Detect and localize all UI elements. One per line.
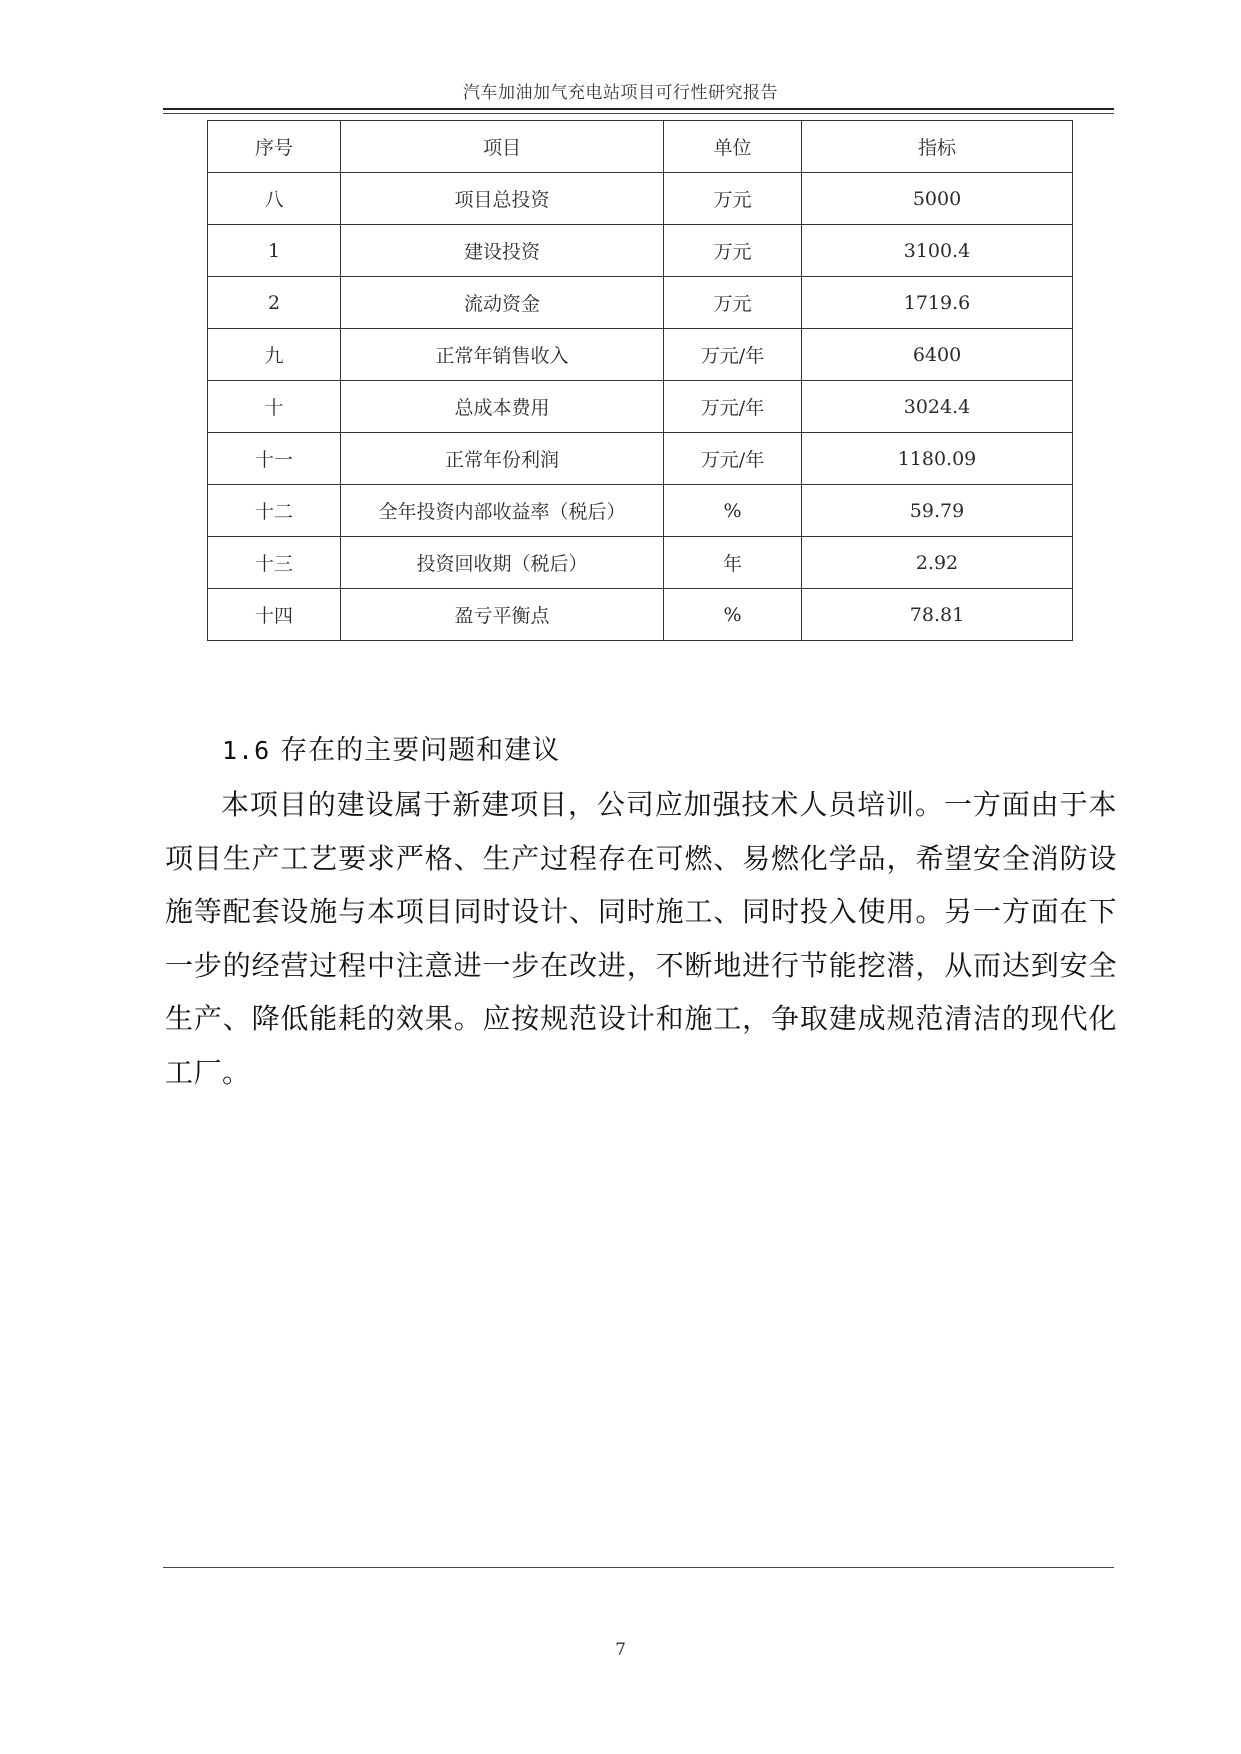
cell-seq: 十三 xyxy=(208,537,341,589)
cell-unit: 年 xyxy=(664,537,802,589)
cell-item: 盈亏平衡点 xyxy=(341,589,664,641)
header-rule-secondary xyxy=(163,113,1114,114)
cell-unit: 万元/年 xyxy=(664,433,802,485)
table-row xyxy=(208,485,1073,537)
page-number: 7 xyxy=(615,1640,626,1660)
table-header-row xyxy=(208,121,1073,173)
body-paragraph: 本项目的建设属于新建项目，公司应加强技术人员培训。一方面由于本项目生产工艺要求严格、生产过程存在可燃、易燃化学品，希望安全消防设施等配套设施与本项目同时设计、同时施工、同时投入使用。另一方面在下一步的经营过程中注意进一步在改进，不断地进行节能挖潜，从而达到安全生产、降低能耗的效果。应按规范设计和施工，争取建成规范清洁的现代化工厂。 xyxy=(165,788,1117,1089)
column-header-value: 指标 xyxy=(802,121,1073,173)
table-row xyxy=(208,537,1073,589)
cell-value: 59.79 xyxy=(802,485,1073,537)
column-header-seq: 序号 xyxy=(208,121,341,173)
cell-item: 全年投资内部收益率（税后） xyxy=(341,485,664,537)
cell-unit: 万元 xyxy=(664,277,802,329)
cell-item: 投资回收期（税后） xyxy=(341,537,664,589)
cell-item: 流动资金 xyxy=(341,277,664,329)
cell-item: 正常年份利润 xyxy=(341,433,664,485)
cell-value: 78.81 xyxy=(802,589,1073,641)
cell-seq: 十四 xyxy=(208,589,341,641)
header-rule xyxy=(163,108,1114,110)
cell-seq: 2 xyxy=(208,277,341,329)
cell-value: 2.92 xyxy=(802,537,1073,589)
cell-seq: 十 xyxy=(208,381,341,433)
table-row xyxy=(208,277,1073,329)
table-row xyxy=(208,589,1073,641)
cell-seq: 九 xyxy=(208,329,341,381)
cell-value: 3024.4 xyxy=(802,381,1073,433)
section-number: 1.6 xyxy=(222,736,271,765)
footer-rule xyxy=(163,1567,1114,1568)
cell-unit: 万元/年 xyxy=(664,381,802,433)
cell-seq: 十一 xyxy=(208,433,341,485)
table-row xyxy=(208,329,1073,381)
cell-value: 5000 xyxy=(802,173,1073,225)
cell-seq: 八 xyxy=(208,173,341,225)
cell-unit: % xyxy=(664,589,802,641)
cell-value: 1180.09 xyxy=(802,433,1073,485)
table-row xyxy=(208,173,1073,225)
table-row xyxy=(208,225,1073,277)
cell-seq: 1 xyxy=(208,225,341,277)
cell-item: 建设投资 xyxy=(341,225,664,277)
cell-seq: 十二 xyxy=(208,485,341,537)
cell-item: 正常年销售收入 xyxy=(341,329,664,381)
cell-value: 3100.4 xyxy=(802,225,1073,277)
running-header-title: 汽车加油加气充电站项目可行性研究报告 xyxy=(463,83,778,103)
section-title: 存在的主要问题和建议 xyxy=(280,735,561,766)
cell-unit: 万元 xyxy=(664,173,802,225)
section-heading xyxy=(222,728,560,767)
table-row xyxy=(208,381,1073,433)
cell-value: 6400 xyxy=(802,329,1073,381)
cell-unit: 万元/年 xyxy=(664,329,802,381)
cell-unit: % xyxy=(664,485,802,537)
cell-item: 项目总投资 xyxy=(341,173,664,225)
table-row xyxy=(208,433,1073,485)
cell-unit: 万元 xyxy=(664,225,802,277)
column-header-item: 项目 xyxy=(341,121,664,173)
column-header-unit: 单位 xyxy=(664,121,802,173)
indicator-table xyxy=(207,120,1073,641)
cell-item: 总成本费用 xyxy=(341,381,664,433)
cell-value: 1719.6 xyxy=(802,277,1073,329)
